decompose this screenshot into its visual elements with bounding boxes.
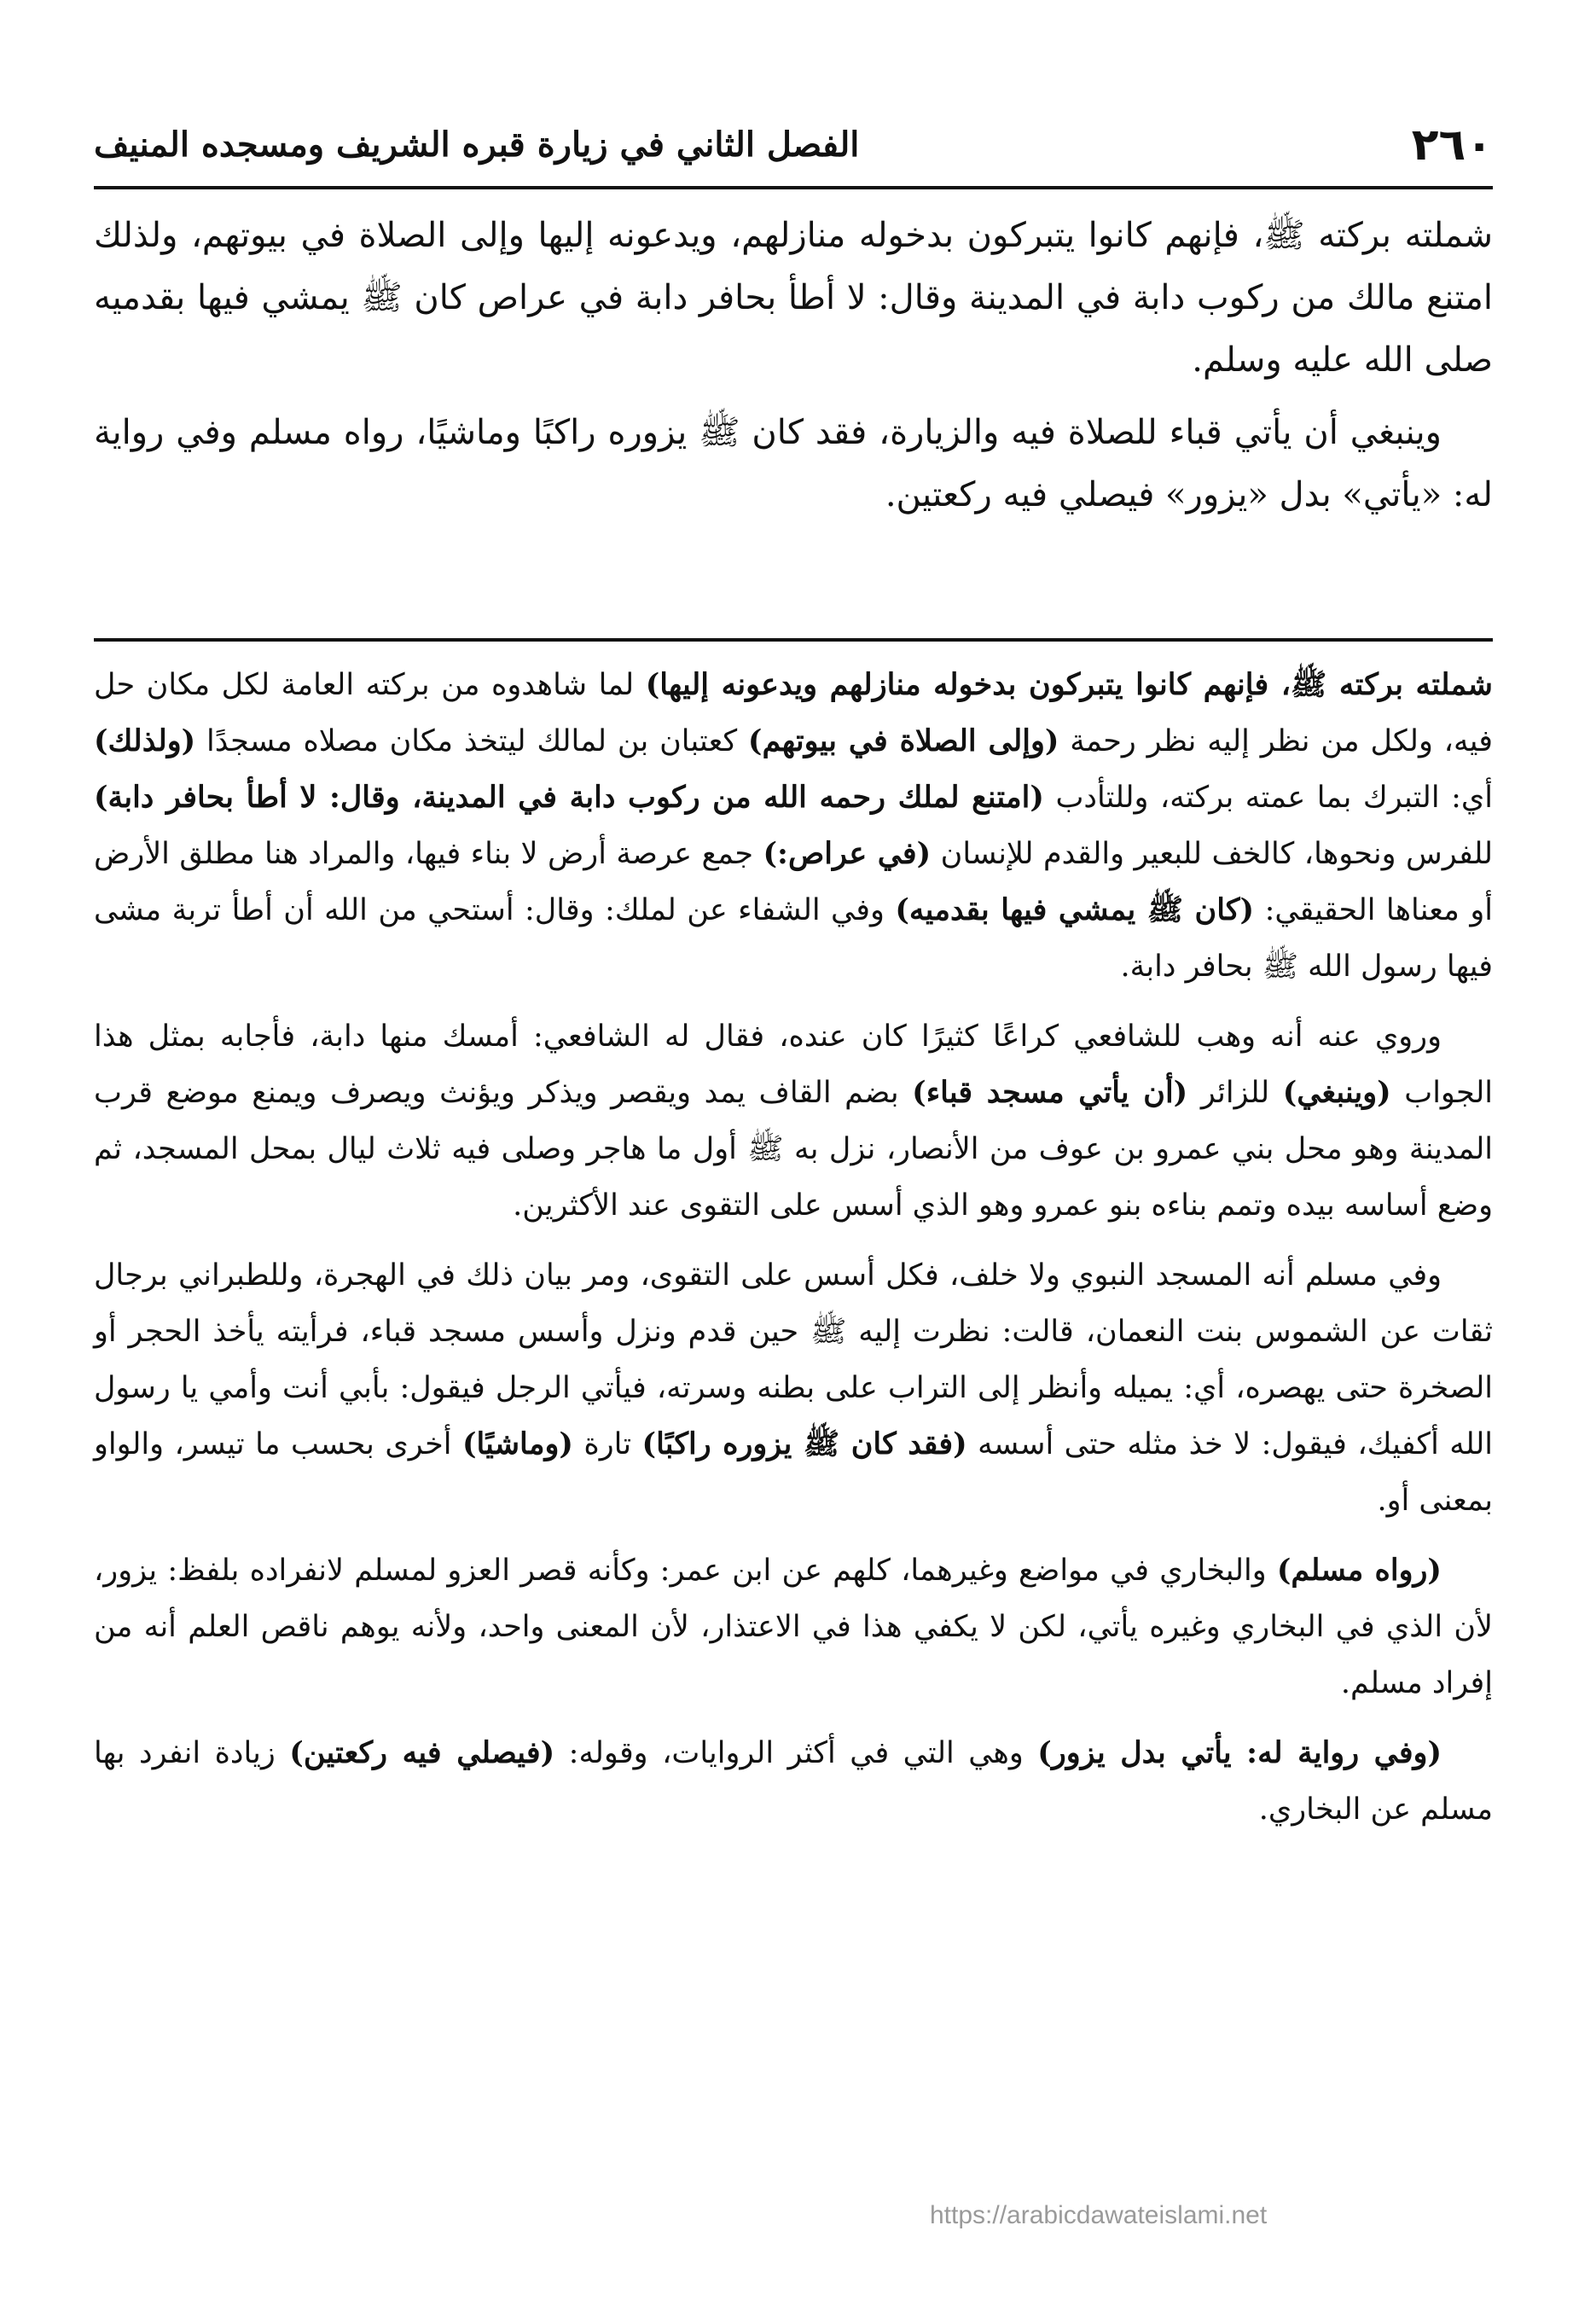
commentary-text: وفي الشفاء عن لملك: وقال: أستحي من الله أن أطأ تربة مشى فيها رسول الله ﷺ بحافر دابة.: [94, 893, 1493, 984]
commentary-paragraph-2: [94, 1008, 1493, 1234]
watermark-url: https://arabicdawateislami.net: [930, 2201, 1268, 2229]
quoted-phrase: شملته بركته ﷺ، فإنهم كانوا يتبركون بدخوله منازلهم ويدعونه إليها): [645, 667, 1493, 702]
header-rule: [94, 186, 1493, 189]
quoted-phrase: (رواه مسلم): [1276, 1553, 1442, 1588]
commentary-text: وروي عنه أنه وهب للشافعي كراعًا كثيرًا كان عنده، فقال له الشافعي: أمسك منها دابة، فأجابه بمثل هذا الجواب: [94, 1020, 1493, 1110]
commentary-text: والبخاري في مواضع وغيرهما، كلهم عن ابن عمر: وكأنه قصر العزو لمسلم لانفراده بلفظ: يزور، لأن الذي في البخاري وغيره يأتي، لكن لا يكفي هذا في الاعتذار، لأن المعنى واحد، ولأنه يوهم ناقص العلم أنه من إفراد مسلم.: [94, 1554, 1493, 1700]
commentary-text: أي: التبرك بما عمته بركته، وللتأدب: [1043, 781, 1494, 815]
commentary-text: وفي مسلم أنه المسجد النبوي ولا خلف، فكل أسس على التقوى، ومر بيان ذلك في الهجرة، وللطبراني برجال ثقات عن الشموس بنت النعمان، قالت: نظرت إليه ﷺ حين قدم ونزل وأسس مسجد قباء، فرأيته يأخذ الحجر أو الصخرة حتى يهصره، أي: يميله وأنظر إلى التراب على بطنه وسرته، فيأتي الرجل فيقول: بأبي أنت وأمي يا رسول الله أكفيك، فيقول: لا خذ مثله حتى أسسه: [94, 1258, 1494, 1461]
main-text: [94, 205, 1493, 537]
commentary-text: للزائر: [1187, 1076, 1283, 1110]
quoted-phrase: (في عراص:): [763, 836, 932, 871]
commentary-text: جمع عرصة أرض لا بناء فيها، والمراد هنا مطلق الأرض أو معناها الحقيقي:: [94, 837, 1493, 927]
commentary-paragraph-5: [94, 1725, 1493, 1838]
quoted-phrase: (وإلى الصلاة في بيوتهم): [747, 723, 1059, 758]
commentary-divider: [94, 638, 1493, 642]
commentary-text: زيادة انفرد بها مسلم عن البخاري.: [94, 1736, 1493, 1827]
commentary-text: تارة: [572, 1427, 642, 1461]
commentary: [94, 657, 1493, 1851]
commentary-paragraph-4: [94, 1543, 1493, 1711]
quoted-phrase: (أن يأتي مسجد قباء): [912, 1075, 1188, 1110]
quoted-phrase: (امتنع لملك رحمه الله من ركوب دابة في المدينة، وقال: لا أطأ بحافر دابة): [94, 780, 1044, 815]
quoted-phrase: (كان ﷺ يمشي فيها بقدميه): [895, 892, 1255, 927]
main-text-paragraph-2: وينبغي أن يأتي قباء للصلاة فيه والزيارة، فقد كان ﷺ يزوره راكبًا وماشيًا، رواه مسلم وفي رواية له: «يأتي» بدل «يزور» فيصلي فيه ركعتين.: [94, 413, 1493, 514]
quoted-phrase: (فيصلي فيه ركعتين): [289, 1735, 555, 1770]
page-header: [94, 119, 1493, 179]
quoted-phrase: (فقد كان ﷺ يزوره راكبًا): [641, 1426, 967, 1461]
commentary-paragraph-1: [94, 657, 1493, 995]
quoted-phrase: (ولذلك): [94, 723, 196, 758]
quoted-phrase: (وماشيًا): [461, 1426, 573, 1461]
commentary-text: كعتبان بن لمالك ليتخذ مكان مصلاه مسجدًا: [195, 724, 748, 758]
commentary-text: وهي التي في أكثر الروايات، وقوله:: [554, 1736, 1038, 1770]
main-text-paragraph-1: شملته بركته ﷺ، فإنهم كانوا يتبركون بدخوله منازلهم، ويدعونه إليها وإلى الصلاة في بيوتهم، ولذلك امتنع مالك من ركوب دابة في المدينة وقال: لا أطأ بحافر دابة في عراص كان ﷺ يمشي فيها بقدميه صلى الله عليه وسلم.: [94, 216, 1493, 380]
quoted-phrase: (وفي رواية له: يأتي بدل يزور): [1037, 1735, 1442, 1770]
commentary-paragraph-3: [94, 1247, 1493, 1529]
page-number: ٢٦٠: [1411, 119, 1493, 171]
commentary-text: للفرس ونحوها، كالخف للبعير والقدم للإنسان: [931, 837, 1493, 871]
commentary-text: بضم القاف يمد ويقصر ويذكر ويؤنث ويصرف ويمنع موضع قرب المدينة وهو محل بني عمرو بن عوف من الأنصار، نزل به ﷺ أول ما هاجر وصلى فيه ثلاث ليال بمحل المسجد، ثم وضع أساسه بيده وتمم بناءه بنو عمرو وهو الذي أسس على التقوى عند الأكثرين.: [94, 1076, 1493, 1223]
commentary-text: أخرى بحسب ما تيسر، والواو بمعنى أو.: [94, 1427, 1493, 1518]
quoted-phrase: (وينبغي): [1282, 1075, 1391, 1110]
commentary-text: لما شاهدوه من بركته العامة لكل مكان حل فيه، ولكل من نظر إليه نظر رحمة: [94, 668, 1493, 758]
running-title: الفصل الثاني في زيارة قبره الشريف ومسجده المنيف: [94, 125, 860, 165]
